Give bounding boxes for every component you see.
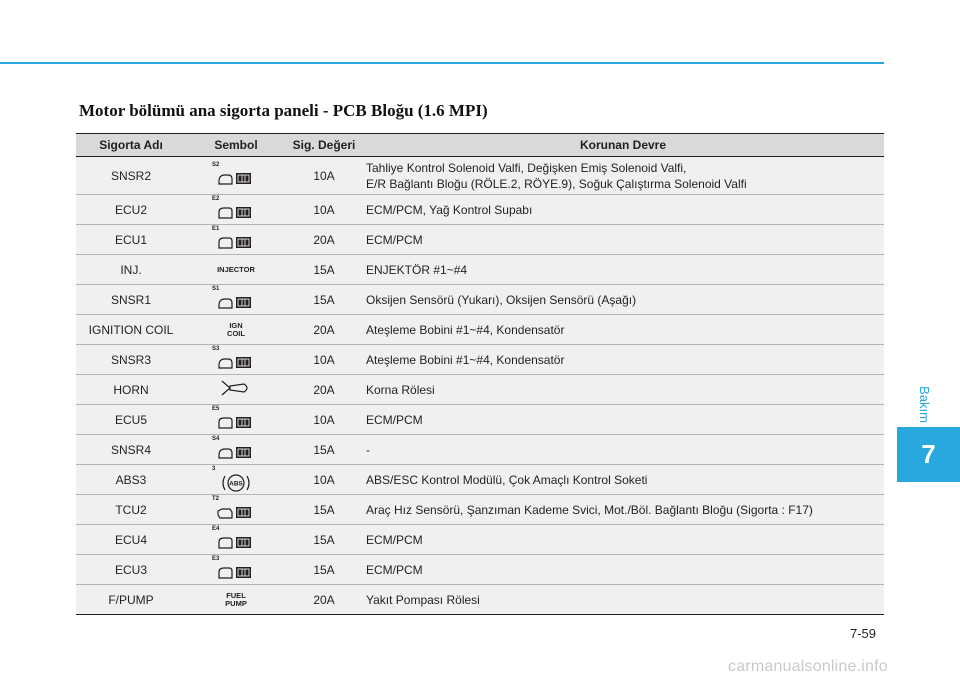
symbol-code: E1	[212, 225, 220, 232]
symbol-code: T2	[212, 495, 220, 502]
fuse-rating: 15A	[286, 555, 362, 585]
protected-circuit	[362, 555, 884, 585]
abs-icon-label: ABS	[229, 480, 243, 487]
table-row	[76, 285, 884, 315]
page-number: 7-59	[850, 626, 877, 641]
sensor-icon	[216, 442, 256, 462]
fuse-name: ECU4	[76, 525, 186, 555]
fuse-name: ECU2	[76, 195, 186, 225]
sensor-icon	[216, 168, 256, 188]
protected-circuit	[362, 285, 884, 315]
abs-symbol	[212, 466, 260, 494]
protected-circuit	[362, 585, 884, 615]
symbol-code: E4	[212, 525, 220, 532]
module-symbol	[212, 162, 260, 190]
fuse-rating: 15A	[286, 285, 362, 315]
protected-circuit	[362, 495, 884, 525]
fuse-rating: 15A	[286, 495, 362, 525]
fuse-symbol	[186, 495, 286, 525]
fuse-symbol	[186, 555, 286, 585]
table-row	[76, 555, 884, 585]
fuse-symbol	[186, 345, 286, 375]
fuse-rating: 20A	[286, 585, 362, 615]
symbol-text	[227, 322, 245, 338]
abs-icon	[216, 472, 256, 494]
protected-circuit	[362, 225, 884, 255]
module-symbol	[212, 226, 260, 254]
header-protected-circuit: Korunan Devre	[362, 134, 884, 157]
symbol-text-line: COIL	[227, 328, 245, 338]
protected-circuit-line: ECM/PCM	[366, 562, 423, 577]
table-row	[76, 465, 884, 495]
tcu-icon	[216, 502, 256, 522]
top-divider	[0, 62, 884, 64]
module-symbol	[212, 286, 260, 314]
fuse-rating: 10A	[286, 195, 362, 225]
protected-circuit-line: ECM/PCM, Yağ Kontrol Supabı	[366, 202, 533, 217]
fuse-name: ECU1	[76, 225, 186, 255]
module-symbol	[212, 556, 260, 584]
table-row	[76, 157, 884, 195]
protected-circuit-line: Korna Rölesi	[366, 382, 435, 397]
protected-circuit-line: Ateşleme Bobini #1~#4, Kondensatör	[366, 352, 565, 367]
protected-circuit-line: Tahliye Kontrol Solenoid Valfi, Değişken Emiş Solenoid Valfi,	[366, 160, 687, 175]
protected-circuit-line: Yakıt Pompası Rölesi	[366, 592, 480, 607]
fuse-name: F/PUMP	[76, 585, 186, 615]
symbol-code: S2	[212, 161, 220, 168]
symbol-text-line: INJECTOR	[217, 265, 255, 275]
symbol-code: S4	[212, 435, 220, 442]
fuse-symbol	[186, 285, 286, 315]
protected-circuit	[362, 195, 884, 225]
fuse-rating: 15A	[286, 525, 362, 555]
module-symbol	[212, 496, 260, 524]
fuse-name: ABS3	[76, 465, 186, 495]
fuse-name: SNSR4	[76, 435, 186, 465]
fuse-name: TCU2	[76, 495, 186, 525]
fuse-symbol	[186, 315, 286, 345]
fuse-symbol	[186, 435, 286, 465]
module-symbol	[212, 526, 260, 554]
fuse-symbol	[186, 465, 286, 495]
fuse-symbol	[186, 195, 286, 225]
table-row	[76, 345, 884, 375]
fuse-table-body	[76, 157, 884, 615]
header-fuse-name: Sigorta Adı	[76, 134, 186, 157]
fuse-symbol	[186, 157, 286, 195]
header-fuse-rating: Sig. Değeri	[286, 134, 362, 157]
table-row	[76, 405, 884, 435]
protected-circuit	[362, 435, 884, 465]
fuse-symbol	[186, 225, 286, 255]
protected-circuit-line: Oksijen Sensörü (Yukarı), Oksijen Sensörü (Aşağı)	[366, 292, 637, 307]
section-title: Motor bölümü ana sigorta paneli - PCB Bloğu (1.6 MPI)	[79, 101, 488, 120]
protected-circuit-line: ECM/PCM	[366, 412, 423, 427]
ecu-icon	[216, 562, 256, 582]
fuse-name: HORN	[76, 375, 186, 405]
ecu-icon	[216, 532, 256, 552]
ecu-icon	[216, 202, 256, 222]
fuse-rating: 10A	[286, 405, 362, 435]
protected-circuit-line: ABS/ESC Kontrol Modülü, Çok Amaçlı Kontrol Soketi	[366, 472, 648, 487]
table-row	[76, 525, 884, 555]
module-symbol	[212, 346, 260, 374]
module-symbol	[212, 436, 260, 464]
sensor-icon	[216, 292, 256, 312]
fuse-rating: 10A	[286, 345, 362, 375]
table-row	[76, 585, 884, 615]
table-row	[76, 435, 884, 465]
fuse-table	[76, 133, 884, 615]
protected-circuit	[362, 157, 884, 195]
fuse-rating: 10A	[286, 157, 362, 195]
symbol-text	[217, 266, 255, 274]
fuse-name: IGNITION COIL	[76, 315, 186, 345]
module-symbol	[212, 406, 260, 434]
symbol-text-line: PUMP	[225, 598, 247, 608]
protected-circuit	[362, 375, 884, 405]
fuse-name: SNSR3	[76, 345, 186, 375]
horn-icon	[218, 378, 254, 398]
protected-circuit	[362, 255, 884, 285]
protected-circuit	[362, 405, 884, 435]
header-symbol: Sembol	[186, 134, 286, 157]
fuse-name: ECU3	[76, 555, 186, 585]
table-row	[76, 315, 884, 345]
symbol-code: 3	[212, 465, 216, 472]
table-row	[76, 195, 884, 225]
fuse-symbol	[186, 375, 286, 405]
symbol-code: E2	[212, 195, 220, 202]
fuse-rating: 10A	[286, 465, 362, 495]
fuse-rating: 15A	[286, 435, 362, 465]
protected-circuit-line: E/R Bağlantı Bloğu (RÖLE.2, RÖYE.9), Soğuk Çalıştırma Solenoid Valfi	[366, 176, 747, 191]
side-label-text: Bakım	[916, 385, 932, 423]
symbol-code: S3	[212, 345, 220, 352]
fuse-symbol	[186, 255, 286, 285]
fuse-rating: 20A	[286, 375, 362, 405]
fuse-rating: 20A	[286, 315, 362, 345]
fuse-name: INJ.	[76, 255, 186, 285]
ecu-icon	[216, 232, 256, 252]
watermark: carmanualsonline.info	[728, 658, 888, 675]
protected-circuit	[362, 465, 884, 495]
fuse-name: SNSR1	[76, 285, 186, 315]
protected-circuit-line: -	[366, 442, 370, 457]
symbol-code: S1	[212, 285, 220, 292]
symbol-text-line: FUEL	[226, 590, 246, 600]
table-header-row	[76, 134, 884, 157]
symbol-code: E3	[212, 555, 220, 562]
table-row	[76, 255, 884, 285]
protected-circuit-line: ECM/PCM	[366, 532, 423, 547]
fuse-symbol	[186, 525, 286, 555]
fuse-symbol	[186, 585, 286, 615]
fuse-rating: 20A	[286, 225, 362, 255]
side-section-label	[904, 382, 944, 426]
symbol-text	[225, 592, 247, 608]
chapter-tab: 7	[897, 427, 960, 482]
table-row	[76, 495, 884, 525]
protected-circuit	[362, 525, 884, 555]
table-row	[76, 375, 884, 405]
fuse-name: ECU5	[76, 405, 186, 435]
module-symbol	[212, 196, 260, 224]
table-row	[76, 225, 884, 255]
protected-circuit-line: Ateşleme Bobini #1~#4, Kondensatör	[366, 322, 565, 337]
fuse-symbol	[186, 405, 286, 435]
protected-circuit	[362, 345, 884, 375]
symbol-code: E5	[212, 405, 220, 412]
protected-circuit-line: ENJEKTÖR #1~#4	[366, 262, 468, 277]
fuse-rating: 15A	[286, 255, 362, 285]
protected-circuit-line: Araç Hız Sensörü, Şanzıman Kademe Svici, Mot./Böl. Bağlantı Bloğu (Sigorta : F17)	[366, 502, 813, 517]
protected-circuit	[362, 315, 884, 345]
symbol-text-line: IGN	[229, 320, 243, 330]
protected-circuit-line: ECM/PCM	[366, 232, 423, 247]
ecu-icon	[216, 412, 256, 432]
sensor-icon	[216, 352, 256, 372]
fuse-name: SNSR2	[76, 157, 186, 195]
